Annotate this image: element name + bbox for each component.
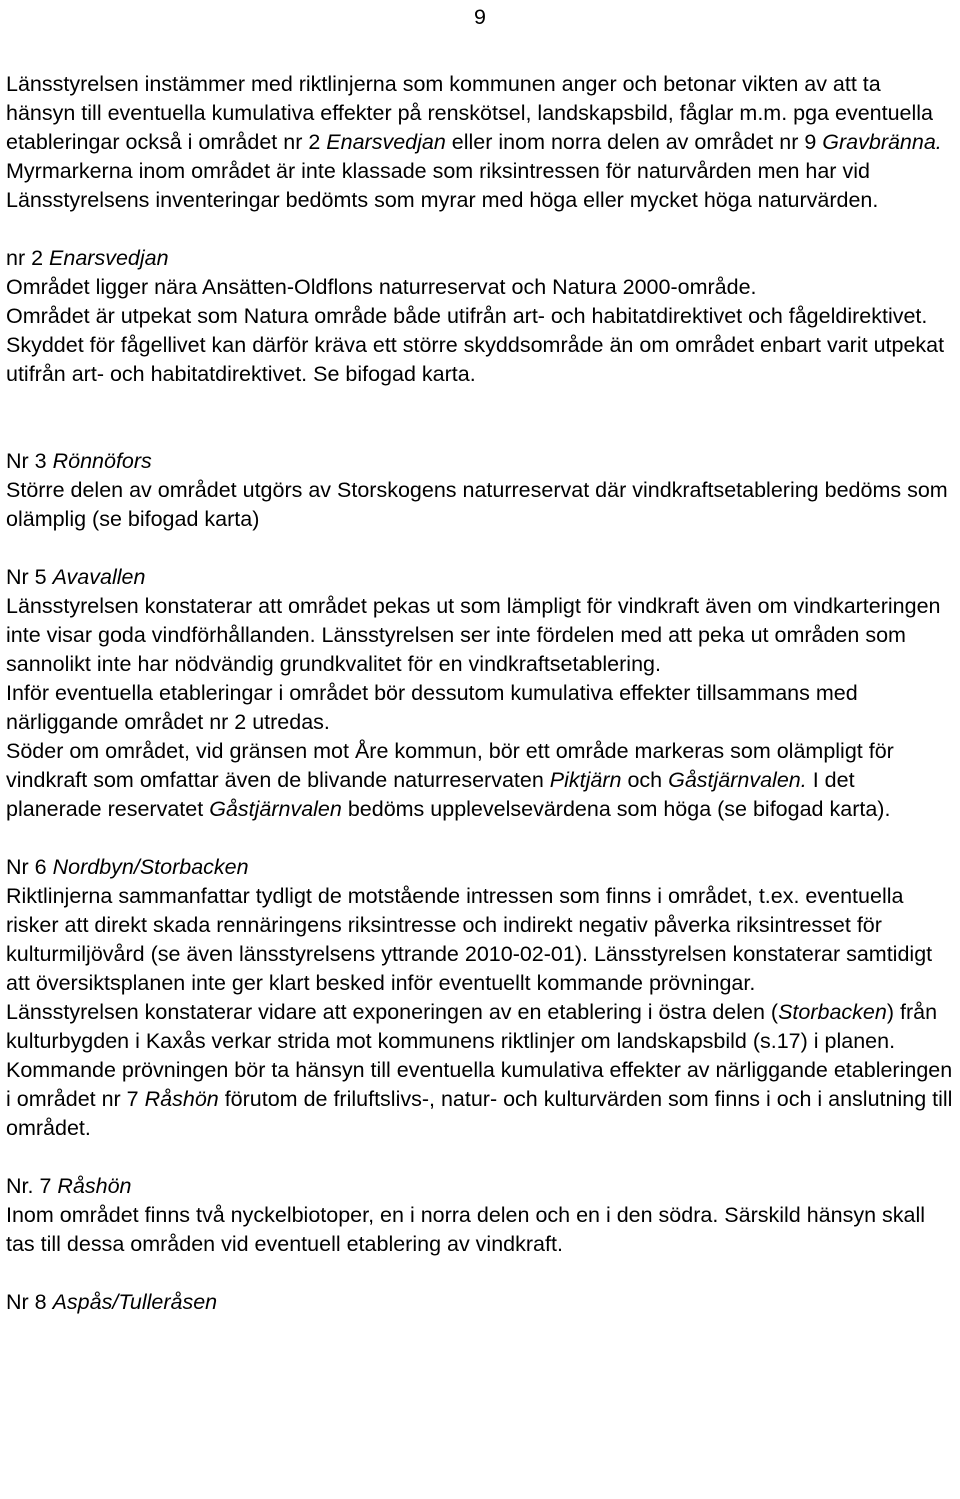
section-name: Råshön [57, 1174, 132, 1198]
section-heading-nr7 [6, 1172, 954, 1201]
text-span: förutom de friluftslivs-, natur- och kulturvärden som finns i och i anslutning till området. [6, 1087, 953, 1140]
section-name: Rönnöfors [52, 449, 152, 473]
text-span: Kommande prövningen bör ta hänsyn till eventuella kumulativa effekter av närliggande etableringen i området nr 7 [6, 1058, 953, 1111]
place-storbacken: Storbacken [778, 1000, 887, 1024]
section-number: nr 2 [6, 246, 50, 270]
intro-text-2: eller inom norra delen av området nr 9 [445, 130, 823, 154]
section-nr5-para-2: Inför eventuella etableringar i området bör dessutom kumulativa effekter tillsammans med närliggande området nr 2 utredas. [6, 681, 858, 734]
spacer [6, 389, 954, 447]
section-nr3-text: Större delen av området utgörs av Storskogens naturreservat där vindkraftsetablering bedöms som olämplig (se bifogad karta) [6, 478, 948, 531]
spacer [6, 1143, 954, 1172]
page-number: 9 [474, 5, 486, 29]
section-nr7-text: Inom området finns två nyckelbiotoper, en i norra delen och en i den södra. Särskild hänsyn skall tas till dessa områden vid eventuell etablering av vindkraft. [6, 1203, 926, 1256]
intro-text-1: Länsstyrelsen instämmer med riktlinjerna som kommunen anger och betonar vikten av att ta hänsyn till eventuella kumulativa effekter på renskötsel, landskapsbild, fåglar m.m. pga eventuella etableringar också i området nr 2 [6, 72, 934, 154]
section-heading-nr2 [6, 244, 954, 273]
section-nr5-para-3 [6, 737, 954, 824]
intro-place-gravbranna: Gravbränna. [822, 130, 942, 154]
text-span: Söder om området, vid gränsen mot Åre kommun, bör ett område markeras som olämpligt för vindkraft som omfattar även de blivande naturreservaten [6, 739, 894, 792]
text-span: ) från kulturbygden i Kaxås verkar strida mot kommunens riktlinjer om landskapsbild (s.17) i planen. [6, 1000, 938, 1053]
text-span: I det planerade reservatet [6, 768, 855, 821]
section-nr6-para-2 [6, 998, 954, 1056]
section-number: Nr 8 [6, 1290, 53, 1314]
section-heading-nr5 [6, 563, 954, 592]
place-gastjarnvalen-2: Gåstjärnvalen [209, 797, 342, 821]
section-name: Avavallen [52, 565, 146, 589]
spacer [6, 215, 954, 244]
place-piktjarn: Piktjärn [549, 768, 622, 792]
section-number: Nr 3 [6, 449, 53, 473]
section-nr5-para-1: Länsstyrelsen konstaterar att området pekas ut som lämpligt för vindkraft även om vindkarteringen inte visar goda vindförhållanden. Länsstyrelsen ser inte fördelen med att peka ut områden som sannolikt inte har nödvändig grundkvalitet för en vindkraftsetablering. [6, 594, 941, 676]
section-heading-nr6 [6, 853, 954, 882]
text-span: bedöms upplevelsevärdena som höga (se bifogad karta). [341, 797, 891, 821]
section-name: Nordbyn/Storbacken [52, 855, 249, 879]
spacer [6, 1259, 954, 1288]
text-span: och [621, 768, 669, 792]
section-name: Aspås/Tulleråsen [52, 1290, 218, 1314]
text-span: Länsstyrelsen konstaterar vidare att exponeringen av en etablering i östra delen ( [6, 1000, 779, 1024]
place-gastjarnvalen: Gåstjärnvalen. [668, 768, 807, 792]
intro-paragraph-2: Myrmarkerna inom området är inte klassade som riksintressen för naturvården men har vid Länsstyrelsens inventeringar bedömts som myrar med höga eller mycket höga naturvärden. [6, 159, 879, 212]
spacer [6, 824, 954, 853]
section-heading-nr8 [6, 1288, 954, 1317]
section-nr6-para-1: Riktlinjerna sammanfattar tydligt de motstående intressen som finns i området, t.ex. eventuella risker att direkt skada rennäringens riksintresse och indirekt negativ påverka riksintresset för kulturmiljövård (se även länsstyrelsens yttrande 2010-02-01). Länsstyrelsen konstaterar samtidigt att översiktsplanen inte ger klart besked inför eventuellt kommande prövningar. [6, 884, 933, 995]
section-number: Nr. 7 [6, 1174, 58, 1198]
section-nr2-line-2: Området är utpekat som Natura område både utifrån art- och habitatdirektivet och fågeldirektivet. Skyddet för fågellivet kan därför kräva ett större skyddsområde än om området enbart varit utpekat utifrån art- och habitatdirektivet. Se bifogad karta. [6, 304, 945, 386]
section-name: Enarsvedjan [49, 246, 169, 270]
section-number: Nr 5 [6, 565, 53, 589]
section-heading-nr3 [6, 447, 954, 476]
section-nr6-para-3 [6, 1056, 954, 1143]
spacer [6, 534, 954, 563]
document-body [6, 70, 954, 1317]
intro-place-enarsvedjan: Enarsvedjan [326, 130, 446, 154]
place-rashon: Råshön [144, 1087, 219, 1111]
section-nr2-line-1: Området ligger nära Ansätten-Oldflons naturreservat och Natura 2000-område. [6, 275, 757, 299]
intro-paragraph [6, 70, 954, 157]
section-number: Nr 6 [6, 855, 53, 879]
